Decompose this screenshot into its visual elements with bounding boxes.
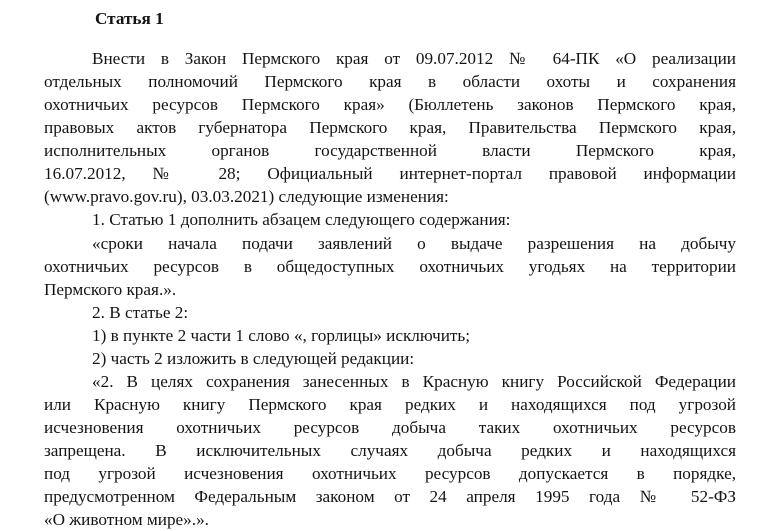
quote-line: предусмотренном Федеральным законом от 24 апреля 1995 года № 52-ФЗ: [44, 487, 736, 506]
paragraph-line: 16.07.2012, № 28; Официальный интернет-портал правовой информации: [44, 164, 736, 183]
quote-line: «сроки начала подачи заявлений о выдаче разрешения на добычу: [92, 234, 736, 253]
paragraph-line: охотничьих ресурсов Пермского края» (Бюллетень законов Пермского края,: [44, 95, 736, 114]
quote-line: «2. В целях сохранения занесенных в Красную книгу Российской Федерации: [92, 372, 736, 391]
quote-line: или Красную книгу Пермского края редких и находящихся под угрозой: [44, 395, 736, 414]
quote-line: запрещена. В исключительных случаях добыча редких и находящихся: [44, 441, 736, 460]
list-item: 1) в пункте 2 части 1 слово «, горлицы» исключить;: [92, 326, 471, 345]
list-item: 1. Статью 1 дополнить абзацем следующего содержания:: [92, 210, 511, 229]
quote-line: охотничьих ресурсов в общедоступных охотничьих угодьях на территории: [44, 257, 736, 276]
paragraph-line: (www.pravo.gov.ru), 03.03.2021) следующие изменения:: [44, 187, 449, 206]
quote-line: «О животном мире».».: [44, 510, 209, 529]
paragraph-line: отдельных полномочий Пермского края в области охоты и сохранения: [44, 72, 736, 91]
list-item: 2) часть 2 изложить в следующей редакции:: [92, 349, 415, 368]
list-item: 2. В статье 2:: [92, 303, 189, 322]
quote-line: Пермского края.».: [44, 280, 177, 299]
quote-line: под угрозой исчезновения охотничьих ресурсов допускается в порядке,: [44, 464, 736, 483]
paragraph-line: исполнительных органов государственной власти Пермского края,: [44, 141, 736, 160]
quote-line: исчезновения охотничьих ресурсов добыча таких охотничьих ресурсов: [44, 418, 736, 437]
paragraph-line: Внести в Закон Пермского края от 09.07.2012 № 64-ПК «О реализации: [92, 49, 736, 68]
article-heading: Статья 1: [95, 9, 164, 28]
paragraph-line: правовых актов губернатора Пермского края, Правительства Пермского края,: [44, 118, 736, 137]
